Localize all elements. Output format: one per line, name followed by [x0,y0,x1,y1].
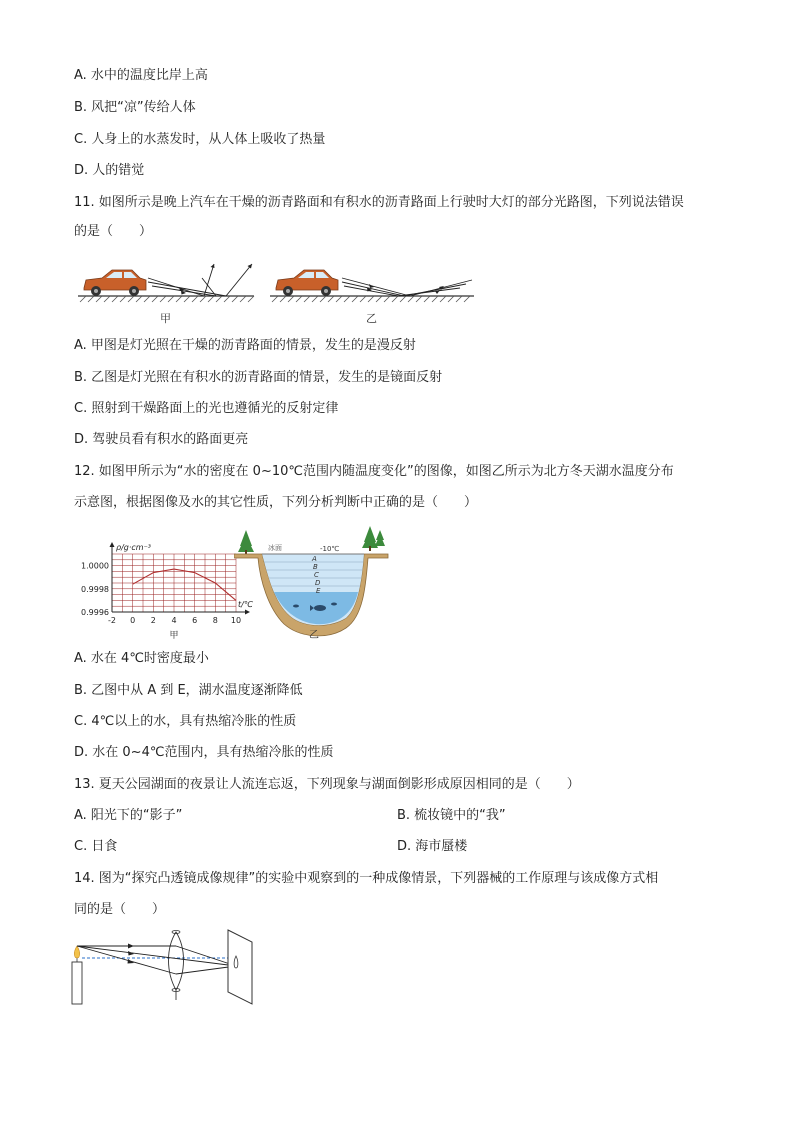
q11-stem-line1: 11. 如图所示是晚上汽车在干燥的沥青路面和有积水的沥青路面上行驶时大灯的部分光路图，下列说法错误 [74,195,684,210]
layer-label-e: E [316,587,321,595]
car-icon-right [276,270,338,296]
q12-fig-label-left: 甲 [169,631,179,640]
q12-option-d: D. 水在 0~4℃范围内，具有热缩冷胀的性质 [74,745,334,760]
y-tick-label: 0.9996 [81,608,109,617]
ground-right [270,296,474,302]
q10-option-a: A. 水中的温度比岸上高 [74,68,208,83]
q12-option-a: A. 水在 4℃时密度最小 [74,651,209,666]
q10-option-d: D. 人的错觉 [74,163,145,178]
q12-option-c: C. 4℃以上的水，具有热缩冷胀的性质 [74,714,297,729]
x-tick-label: 0 [130,616,136,625]
tree-icon [238,530,254,554]
q12-option-b: B. 乙图中从 A 到 E，湖水温度逐渐降低 [74,683,303,698]
lake-figure [234,524,389,642]
x-tick-label: 8 [212,616,218,625]
lake-ice-label: 冰面 [268,544,282,552]
x-tick-label: 2 [150,616,156,625]
layer-label-b: B [313,563,318,571]
layer-label-d: D [315,579,321,587]
ground-left [78,296,254,302]
x-axis-label: t/℃ [238,600,253,609]
y-axis-arrow [110,542,115,547]
q11-fig-label-right: 乙 [366,312,377,325]
tree-icon [362,526,385,551]
x-tick-label: 6 [192,616,198,625]
q10-option-b: B. 风把“凉”传给人体 [74,100,196,115]
x-tick-label: -2 [108,616,116,625]
convex-lens-icon [169,931,184,1001]
q13-option-a: A. 阳光下的“影子” [74,808,183,823]
q13-stem: 13. 夏天公园湖面的夜景让人流连忘返，下列现象与湖面倒影形成原因相同的是（ ） [74,777,580,792]
q11-option-c: C. 照射到干燥路面上的光也遵循光的反射定律 [74,401,339,416]
q14-stem-line1: 14. 图为“探究凸透镜成像规律”的实验中观察到的一种成像情景，下列器械的工作原理与该成像方式相 [74,871,659,886]
x-tick-label: 10 [230,616,242,625]
q10-option-c: C. 人身上的水蒸发时，从人体上吸收了热量 [74,132,326,147]
candle-icon [72,946,82,1004]
q11-stem-line2: 的是（ ） [74,224,153,239]
q11-option-b: B. 乙图是灯光照在有积水的沥青路面的情景，发生的是镜面反射 [74,370,443,385]
layer-label-a: A [312,555,317,563]
q12-stem-line1: 12. 如图甲所示为“水的密度在 0~10℃范围内随温度变化”的图像，如图乙所示为北方冬天湖水温度分布 [74,464,674,479]
screen-icon [228,930,252,1004]
q11-fig-label-left: 甲 [160,312,171,325]
q12-stem-line2: 示意图，根据图像及水的其它性质，下列分析判断中正确的是（ ） [74,495,478,510]
y-axis-label: ρ/g·cm⁻³ [116,543,152,552]
q11-option-d: D. 驾驶员看有积水的路面更亮 [74,432,249,447]
q14-stem-line2: 同的是（ ） [74,902,166,917]
lake-temp-label: -10℃ [320,545,340,553]
car-icon-left [84,270,146,296]
lens-experiment-figure [68,928,260,1008]
q13-option-d: D. 海市蜃楼 [397,839,468,854]
q13-option-b: B. 梳妆镜中的“我” [397,808,506,823]
y-tick-label: 0.9998 [81,584,109,594]
q13-option-c: C. 日食 [74,839,118,854]
q11-option-a: A. 甲图是灯光照在干燥的沥青路面的情景，发生的是漫反射 [74,338,416,353]
y-tick-label: 1.0000 [81,561,109,571]
layer-label-c: C [314,571,319,579]
x-tick-label: 4 [171,616,177,625]
q12-fig-label-right: 乙 [309,630,319,641]
q11-figure [74,248,479,330]
